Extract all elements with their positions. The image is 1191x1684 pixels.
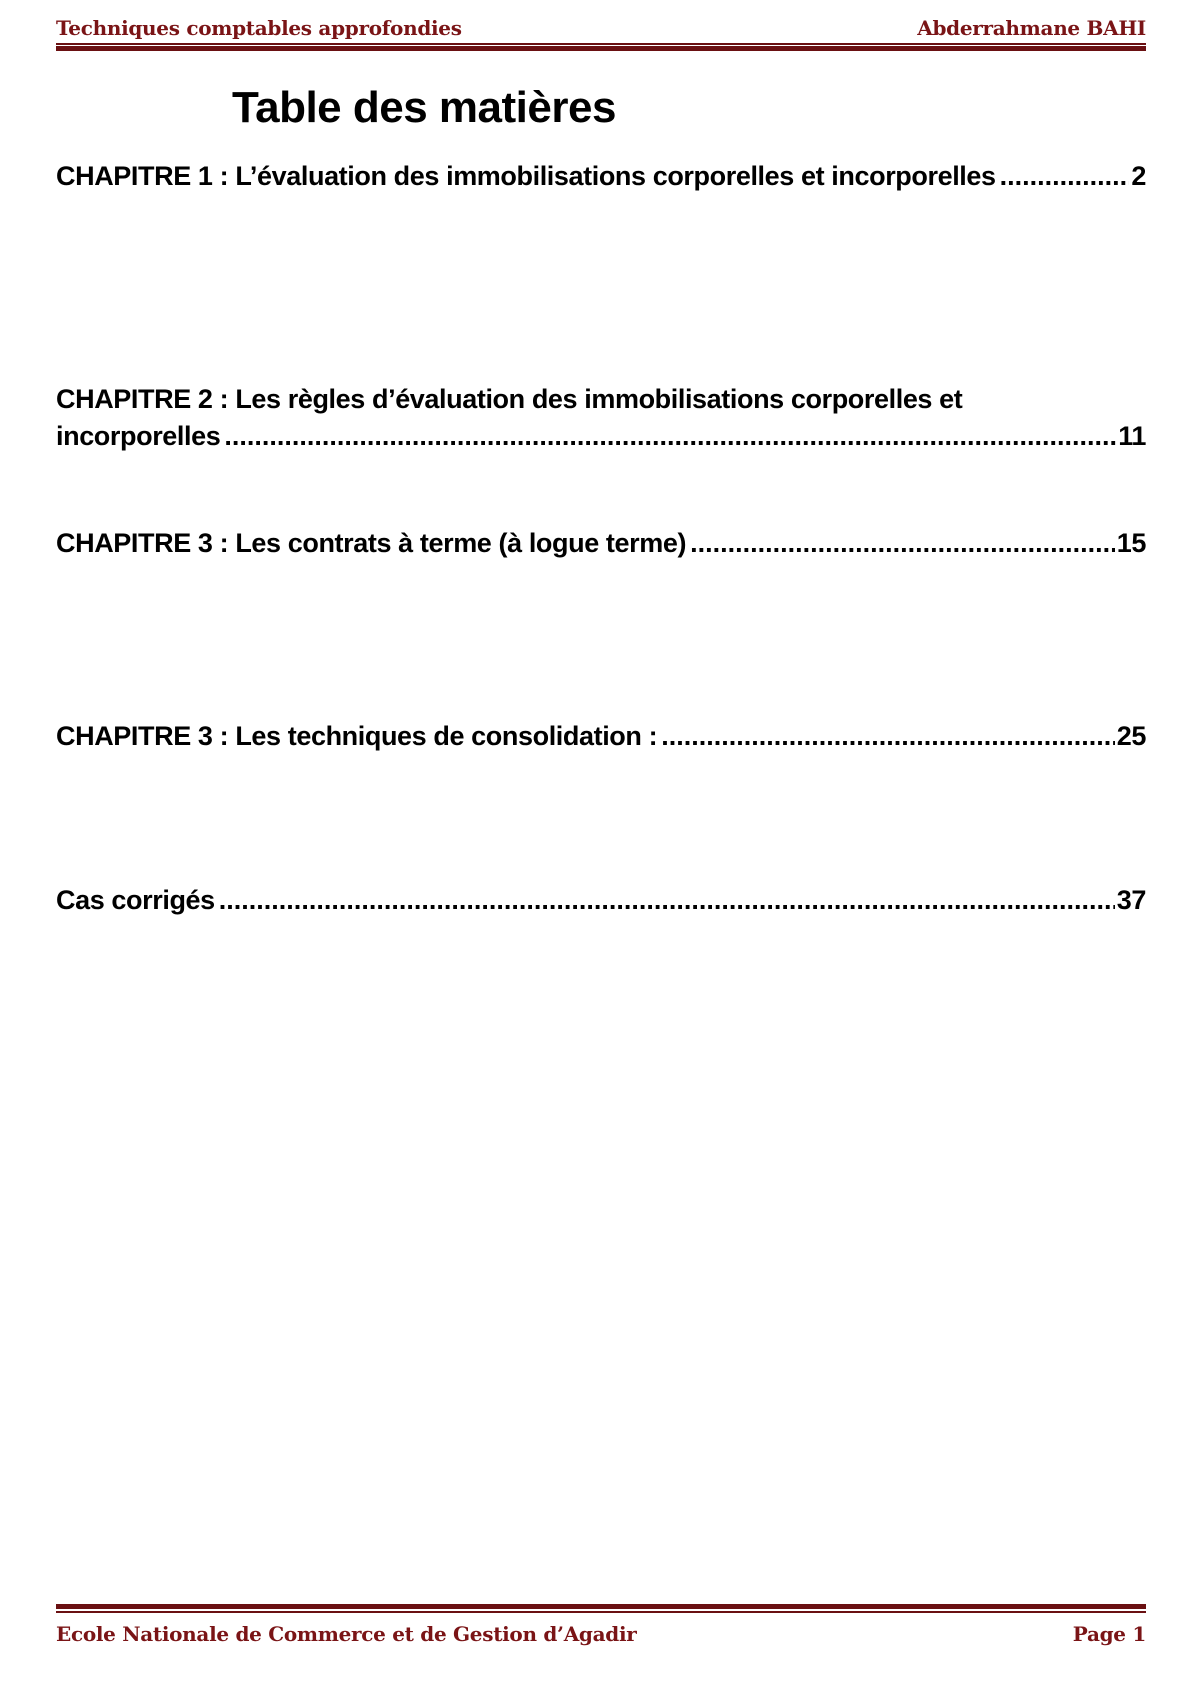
toc-entry-cas-corriges[interactable] xyxy=(56,882,1146,919)
toc-entry-chapter-2[interactable] xyxy=(56,381,1146,455)
toc-entry-chapter-3-contracts[interactable] xyxy=(56,525,1146,562)
toc-dot-leader xyxy=(661,718,1115,755)
header-rule-thick xyxy=(56,46,1146,51)
footer-school-name: Ecole Nationale de Commerce et de Gestion d’Agadir xyxy=(56,1622,637,1646)
header-author: Abderrahmane BAHI xyxy=(917,16,1146,40)
toc-dot-leader xyxy=(224,418,1116,455)
footer-rule-thick xyxy=(56,1604,1146,1609)
toc-entry-chapter-1[interactable] xyxy=(56,158,1146,195)
footer-rule-thin xyxy=(56,1611,1146,1613)
toc-dot-leader xyxy=(690,525,1115,562)
toc-entry-label: Cas corrigés xyxy=(56,885,215,915)
header-course-title: Techniques comptables approfondies xyxy=(56,16,462,40)
toc-dot-leader xyxy=(1000,158,1130,195)
toc-title: Table des matières xyxy=(232,83,616,132)
toc-entry-label-line1: CHAPITRE 2 : Les règles d’évaluation des immobilisations corporelles et xyxy=(56,384,963,414)
header-rule-thin xyxy=(56,43,1146,45)
toc-entry-label-line2: incorporelles xyxy=(56,421,221,451)
page-header xyxy=(56,14,1146,42)
toc-page-number: 2 xyxy=(1131,161,1146,191)
toc-page-number: 15 xyxy=(1116,528,1146,558)
toc-page-number: 37 xyxy=(1116,885,1146,915)
toc-page-number: 25 xyxy=(1116,721,1146,751)
toc-entry-label: CHAPITRE 1 : L’évaluation des immobilisations corporelles et incorporelles xyxy=(56,161,996,191)
toc-page-number: 11 xyxy=(1118,421,1146,451)
toc-entry-chapter-3-consolidation[interactable] xyxy=(56,718,1146,755)
toc-entry-label: CHAPITRE 3 : Les techniques de consolidation : xyxy=(56,721,658,751)
page-footer xyxy=(56,1619,1146,1649)
toc-entry-label: CHAPITRE 3 : Les contrats à terme (à logue terme) xyxy=(56,528,687,558)
toc-dot-leader xyxy=(219,882,1115,919)
footer-page-number: Page 1 xyxy=(1072,1622,1146,1646)
